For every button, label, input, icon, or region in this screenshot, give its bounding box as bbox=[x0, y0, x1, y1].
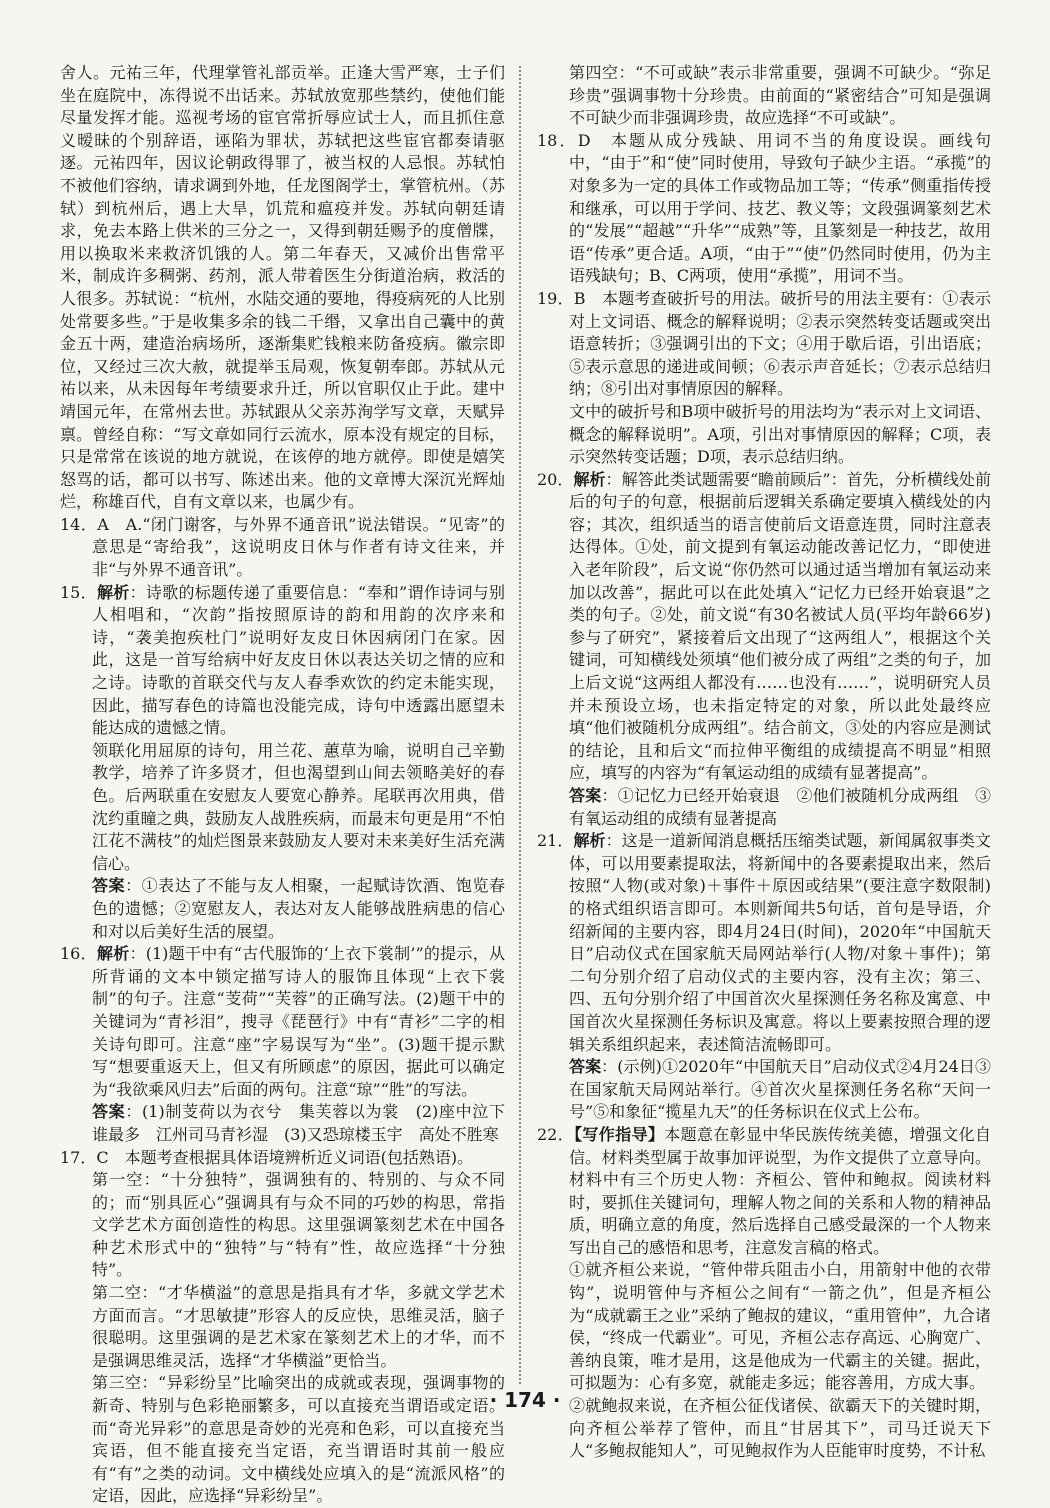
answer-21-key bbox=[537, 1056, 991, 1124]
answer-19: 19．B 本题考查破折号的用法。破折号的用法主要有：①表示对上文词语、概念的解释说明；②表示突然转变话题或突出语意转折；③强调引出的下文；④用于歇后语，引出语底；⑤表示意思的递进或间顿；⑥表示声音延长；⑦表示总结归纳；⑧引出对事情原因的解释。 bbox=[537, 288, 991, 399]
answer-16-key bbox=[60, 1101, 505, 1146]
answer-17-blank-4: 第四空：“不可或缺”表示非常重要，强调不可缺少。“弥足珍贵”强调事物十分珍贵。由前面的“紧密结合”可知是强调不可缺少而非强调珍贵，故应选择“不可或缺”。 bbox=[569, 63, 991, 128]
page-number: · 174 · bbox=[489, 1388, 561, 1412]
answer-text: ：①表达了不能与友人相聚，一起赋诗饮酒、饱览春色的遗憾；②宽慰友人，表达对友人能够战胜病患的信心和对以后美好生活的展望。 bbox=[92, 876, 505, 941]
answer-tag: 答案 bbox=[569, 786, 602, 805]
answer-tag: 答案 bbox=[92, 1102, 126, 1122]
question-number: 16． bbox=[60, 944, 97, 964]
writing-guide-text: 本题意在彰显中华民族传统美德，增强文化自信。材料类型属于故事加评说型，为作文提供了立意导向。材料中有三个历史人物：齐桓公、管仲和鲍叔。阅读材料时，要抓住关键词句，理解人物之间的关系和人物的精神品质，明确立意的角度，然后选择自己感受最深的一个人物来写出自己的感悟和思考，注意发言稿的格式。 bbox=[569, 1124, 991, 1257]
answer-15-paragraph: 领联化用屈原的诗句，用兰花、蕙草为喻，说明自己辛勤教学，培养了许多贤才，但也渴望到山间去领略美好的春色。后两联重在安慰友人要宽心静养。尾联再次用典，借沈约重瞳之典，鼓励友人战胜疾病，而最末句更是用“不怕江花不满枝”的灿烂图景来鼓励友人要对未来美好生活充满信心。 bbox=[92, 740, 505, 873]
answer-21 bbox=[537, 830, 991, 1056]
column-divider bbox=[519, 66, 521, 1384]
question-number: 15． bbox=[60, 582, 97, 602]
answer-17: 17．C 本题考查根据具体语境辨析近义词语(包括熟语)。 bbox=[60, 1147, 474, 1167]
answer-17-blank-3: 第三空：“异彩纷呈”比喻突出的成就或表现，强调事物的新奇、特别与色彩艳丽繁多，可以直接充当谓语或定语。而“奇光异彩”的意思是奇妙的光亮和色彩，可以直接充当宾语，但不能直接充当定语，充当谓语时其前一般应有“有”之类的动词。文中横线处应填入的是“流派风格”的定语，因此，应选择“异彩纷呈”。 bbox=[92, 1373, 505, 1506]
translation-paragraph: 舍人。元祐三年，代理掌管礼部贡举。正逢大雪严寒，士子们坐在庭院中，冻得说不出话来。苏轼放宽那些禁约，使他们能尽量发挥才能。巡视考场的宦官常折辱应试士人，而且抓住意义暧昧的个别辞语，诬陷为罪状，苏轼把这些宦官都奏请驱逐。元祐四年，因议论朝政得罪了，被当权的人忌恨。苏轼怕不被他们容纳，请求调到外地，任龙图阁学士，掌管杭州。（苏轼）到杭州后，遇上大旱，饥荒和瘟疫并发。苏轼向朝廷请求，免去本路上供米的三分之一，又得到朝廷赐予的度僧牒，用以换取米来救济饥饿的人。第二年春天，又减价出售常平米，制成许多稠粥、药剂，派人带着医生分街道治病，救活的人很多。苏轼说：“杭州，水陆交通的要地，得疫病死的人比别处常要多些。”于是收集多余的钱二千缗，又拿出自己囊中的黄金五十两，建造治病场所，逐渐集贮钱粮来防备疫病。徽宗即位，又经过三次大赦，就提举玉局观，恢复朝奉郎。苏轼从元祐以来，从未因每年考绩要求升迁，所以官职仅止于此。建中靖国元年，在常州去世。苏轼跟从父亲苏洵学写文章，天赋异禀。曾经自称：“写文章如同行云流水，原本没有规定的目标，只是常常在该说的地方就说，在该停的地方就停。即使是嬉笑怒骂的话，都可以书写、陈述出来。他的文章博大深沉光辉灿烂，称雄百代，自有文章以来，也属少有。 bbox=[60, 63, 505, 512]
answer-text: ：(1)制芰荷以为衣兮 集芙蓉以为裳 (2)座中泣下谁最多 江州司马青衫湿 (3)又恐琼楼玉宇 高处不胜寒 bbox=[92, 1102, 505, 1144]
analysis-tag: 解析 bbox=[96, 582, 130, 602]
answer-18: 18．D 本题从成分残缺、用词不当的角度设误。画线句中，“由于”和“使”同时使用，导致句子缺少主语。“承揽”的对象多为一定的具体工作或物品加工等；“传承”侧重指传授和继承，可以用于学问、技艺、教义等；文段强调篆刻艺术的“发展”“超越”“升华”“成熟”等，且篆刻是一种技艺，故用语“传承”更合适。A项，“由于”“使”仍然同时使用，仍为主语残缺句；B、C两项，使用“承揽”，用词不当。 bbox=[537, 130, 991, 286]
answer-19-paragraph: 文中的破折号和B项中破折号的用法均为“表示对上文词语、概念的解释说明”。A项，引出对事情原因的解释；C项，表示突然转变话题；D项，表示总结归纳。 bbox=[569, 401, 991, 467]
answer-17-blank-2: 第二空：“才华横溢”的意思是指具有才华，多就文学艺术方面而言。“才思敏捷”形容人的反应快，思维灵活，脑子很聪明。这里强调的是艺术家在篆刻艺术上的才华，而不是强调思维灵活，选择“才华横溢”更恰当。 bbox=[92, 1283, 505, 1370]
answer-text: ：①记忆力已经开始衰退 ②他们被随机分成两组 ③有氧运动组的成绩有显著提高 bbox=[569, 786, 991, 828]
answer-text: ：(示例)①2020年“中国航天日”启动仪式②4月24日③在国家航天局网站举行。④首次火星探测任务名称“天问一号”⑤和象征“揽星九天”的任务标识在仪式上公布。 bbox=[569, 1057, 991, 1122]
answer-20 bbox=[537, 469, 991, 785]
question-number: 22． bbox=[537, 1124, 575, 1144]
answer-22 bbox=[537, 1124, 991, 1260]
analysis-text: ：这是一道新闻消息概括压缩类试题，新闻属叙事类文体，可以用要素提取法，将新闻中的各要素提取出来，然后按照“人物(或对象)＋事件＋原因或结果”(要注意字数限制)的格式组织语言即可。本则新闻共5句话，首句是导语，介绍新闻的主要内容，即4月24日(时间)，2020年“中国航天日”启动仪式在国家航天局网站举行(人物/对象＋事件)；第二句分别介绍了启动仪式的主要内容，没有主次；第三、四、五句分别介绍了中国首次火星探测任务名称及寓意、中国首次火星探测任务标识及寓意。将以上要素按照合理的逻辑关系组织起来，表述简洁流畅即可。 bbox=[569, 831, 991, 1054]
analysis-text: ：解答此类试题需要“瞻前顾后”：首先，分析横线处前后的句子的句意，根据前后逻辑关系确定要填入横线处的内容；其次，组织适当的语言使前后文语意连贯，同时注意表达得体。①处，前文提到有氧运动能改善记忆力，“即使进入老年阶段”，后文说“你仍然可以通过适当增加有氧运动来加以改善”，据此可以在此处填入“记忆力已经开始衰退”之类的句子。②处，前文说“有30名被试人员(平均年龄66岁)参与了研究”，紧接着后文出现了“这两组人”，根据这个关键词，可知横线处须填“他们被分成了两组”之类的句子，加上后文说“这两组人都没有……也没有……”，说明研究人员并未预设立场，也未指定特定的对象，所以此处最终应填“他们被随机分成两组”。结合前文，③处的内容应是测试的结论，且和后文“而拉伸平衡组的成绩提高不明显”相照应，填写的内容为“有氧运动组的成绩有显著提高”。 bbox=[569, 469, 991, 783]
analysis-text: ：诗歌的标题传递了重要信息：“奉和”谓作诗词与别人相唱和，“次韵”指按照原诗的韵和用韵的次序来和诗，“袭美抱疾杜门”说明好友皮日休因病闭门在家。因此，这是一首写给病中好友皮日休以表达关切之情的应和之诗。诗歌的首联交代与友人春季欢饮的约定未能实现，因此，描写春色的诗篇也没能完成，诗句中透露出愿望未能达成的遗憾之情。 bbox=[92, 582, 505, 738]
answer-14: 14．A A.“闭门谢客，与外界不通音讯”说法错误。“见寄”的意思是“寄给我”，这说明皮日休与作者有诗文往来，并非“与外界不通音讯”。 bbox=[60, 514, 505, 580]
answer-17-blank-1: 第一空：“十分独特”，强调独有的、特别的、与众不同的；而“别具匠心”强调具有与众不同的巧妙的构思，常指文学艺术方面创造性的构思。这里强调篆刻艺术在中国各种艺术形式中的“独特”与“特有”性，故应选择“十分独特”。 bbox=[92, 1170, 505, 1280]
analysis-tag: 解析 bbox=[96, 944, 130, 964]
answer-20-key bbox=[537, 785, 991, 830]
answer-15-key bbox=[60, 875, 505, 943]
answer-22-paragraph-1: ①就齐桓公来说，“管仲带兵阻击小白，用箭射中他的衣带钩”，说明管仲与齐桓公之间有“一箭之仇”，但是齐桓公为“成就霸王之业”采纳了鲍叔的建议，“重用管仲”，九合诸侯，“终成一代霸业”。可见，齐桓公志存高远、心胸宽广、善纳良策，唯才是用，这是他成为一代霸主的关键。据此，可拟题为：心有多宽，就能走多远；能容善用，方成大事。 bbox=[569, 1260, 991, 1393]
analysis-text: ：(1)题干中有“古代服饰的‘上衣下裳制’”的提示，从所背诵的文本中锁定描写诗人的服饰且体现“上衣下裳制”的句子。注意“芰荷”“芙蓉”的正确写法。(2)题干中的关键词为“青衫泪”，搜寻《琵琶行》中有“青衫”二字的相关诗句即可。注意“座”字易误写为“坐”。(3)题干提示默写“想要重返天上，但又有所顾虑”的原因，据此可以确定为“我欲乘风归去”后面的两句。注意“琼”“胜”的写法。 bbox=[92, 944, 505, 1099]
writing-guide-tag: 【写作指导】 bbox=[574, 1124, 665, 1144]
answer-16 bbox=[60, 943, 505, 1101]
question-number: 21． bbox=[537, 831, 574, 851]
analysis-tag: 解析 bbox=[573, 469, 606, 489]
answer-15 bbox=[60, 582, 505, 740]
answer-tag: 答案 bbox=[569, 1057, 602, 1077]
answer-tag: 答案 bbox=[92, 876, 126, 896]
left-column bbox=[60, 62, 505, 1508]
analysis-tag: 解析 bbox=[573, 831, 606, 851]
right-column bbox=[537, 62, 991, 1463]
answer-22-paragraph-2: ②就鲍叔来说，在齐桓公征伐诸侯、欲霸天下的关键时期，向齐桓公举荐了管仲，而且“甘居其下”，司马迁说天下人“多鲍叔能知人”，可见鲍叔作为人臣能审时度势，不计私 bbox=[569, 1396, 991, 1461]
question-number: 20． bbox=[537, 469, 574, 489]
